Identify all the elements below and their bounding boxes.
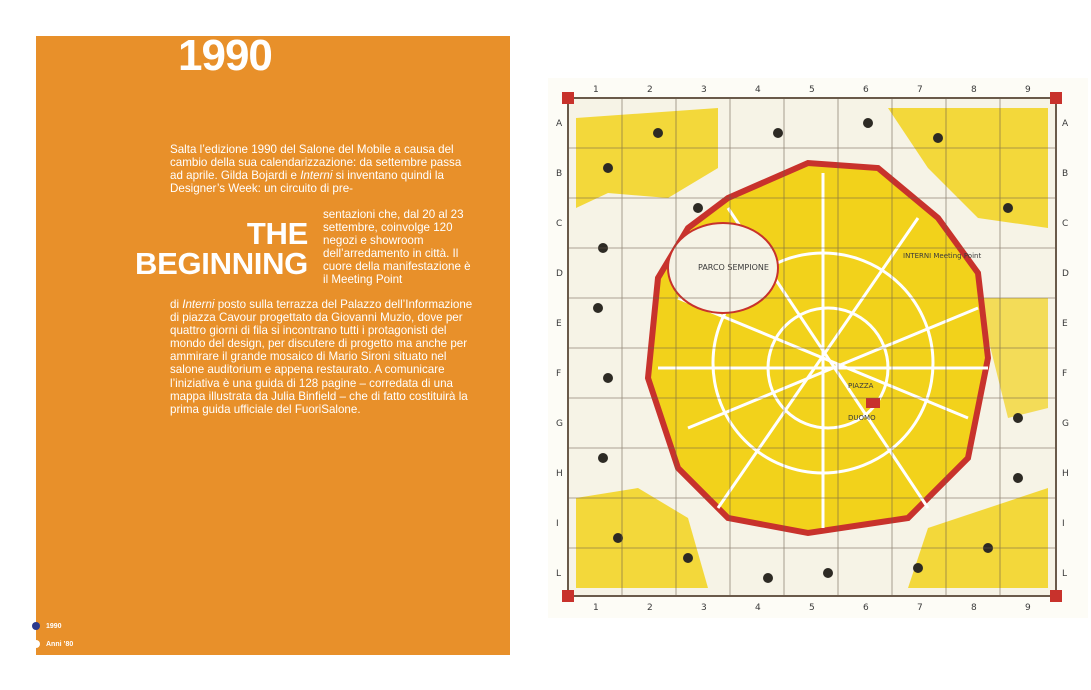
map-col-number: 6 xyxy=(863,85,869,95)
map-corner xyxy=(562,590,574,602)
map-row-letter: D xyxy=(556,269,563,279)
map-row-letter: B xyxy=(556,169,563,179)
label-interni: INTERNI Meeting Point xyxy=(903,252,982,260)
map-col-number: 1 xyxy=(593,603,599,613)
map-row-letter: L xyxy=(1062,569,1068,579)
map-row-letter: D xyxy=(1062,269,1069,279)
label-piazza: PIAZZA xyxy=(848,382,874,390)
milan-map-illustration xyxy=(548,78,1088,618)
map-row-letter: I xyxy=(556,519,559,529)
map-row-letter: C xyxy=(556,219,563,229)
map-corner xyxy=(1050,590,1062,602)
map-row-letter: L xyxy=(556,569,562,579)
map-row-letter: H xyxy=(556,469,563,479)
map-col-number: 4 xyxy=(755,603,761,613)
label-duomo: DUOMO xyxy=(848,414,876,422)
nav-item-anni-80[interactable]: Anni ’80 xyxy=(36,640,73,648)
map-row-letter: A xyxy=(556,119,563,129)
map-row-letter: G xyxy=(1062,419,1069,429)
dot-white-icon xyxy=(32,640,40,648)
section-heading xyxy=(90,216,308,281)
map-row-letter: E xyxy=(1062,319,1068,329)
map-row-letter: G xyxy=(556,419,563,429)
map-col-number: 3 xyxy=(701,85,707,95)
nav-item-1990[interactable]: 1990 xyxy=(36,622,62,630)
map-col-number: 9 xyxy=(1025,85,1031,95)
map-row-letter: H xyxy=(1062,469,1069,479)
map-corner xyxy=(562,92,574,104)
map-col-number: 6 xyxy=(863,603,869,613)
map-col-number: 4 xyxy=(755,85,761,95)
map-row-letter: F xyxy=(1062,369,1068,379)
map-col-number: 7 xyxy=(917,603,923,613)
map-col-number: 5 xyxy=(809,603,815,613)
paragraph-top: Salta l’edizione 1990 del Salone del Mobile a causa del cambio della sua calendarizzazione: da settembre passa ad aprile. Gilda Bojardi e Interni si inventano quindi la Designer’s Week: un circuito di pre- xyxy=(170,143,462,196)
map-col-number: 8 xyxy=(971,85,977,95)
heading-line-1: THE xyxy=(246,216,308,251)
map-col-number: 2 xyxy=(647,603,653,613)
map-col-number: 9 xyxy=(1025,603,1031,613)
map-col-number: 5 xyxy=(809,85,815,95)
map-col-number: 3 xyxy=(701,603,707,613)
map-row-letter: B xyxy=(1062,169,1069,179)
map-row-letter: E xyxy=(556,319,562,329)
map-col-number: 8 xyxy=(971,603,977,613)
map-row-letter: F xyxy=(556,369,562,379)
map-col-number: 7 xyxy=(917,85,923,95)
map-row-letter: A xyxy=(1062,119,1069,129)
map-row-letter: I xyxy=(1062,519,1065,529)
paragraph-bottom: di Interni posto sulla terrazza del Palazzo dell’Informazione di piazza Cavour progettato da Giovanni Muzio, dove per quattro giorni di fila si incontrano tutti i protagonisti del mondo del design, per discutere di progetto ma anche per ammirare il grande mosaico di Mario Sironi situato nel salone auditorium e appena restaurato. A comunicare l’iniziativa è una guida di 128 pagine – corredata di una mappa illustrata da Julia Binfield – che di fatto costituirà la prima guida ufficiale del FuoriSalone. xyxy=(170,298,473,416)
map-row-letter: C xyxy=(1062,219,1069,229)
label-parco: PARCO SEMPIONE xyxy=(698,263,769,272)
year-title: 1990 xyxy=(178,31,272,80)
paragraph-mid: sentazioni che, dal 20 al 23 settembre, coinvolge 120 negozi e showroom dell’arredamento in città. Il cuore della manifestazione è il Meeting Point xyxy=(323,208,471,287)
map-corner xyxy=(1050,92,1062,104)
map-col-number: 1 xyxy=(593,85,599,95)
heading-line-2: BEGINNING xyxy=(135,246,308,281)
map-col-number: 2 xyxy=(647,85,653,95)
duomo-marker xyxy=(866,398,880,408)
dot-blue-icon xyxy=(32,622,40,630)
